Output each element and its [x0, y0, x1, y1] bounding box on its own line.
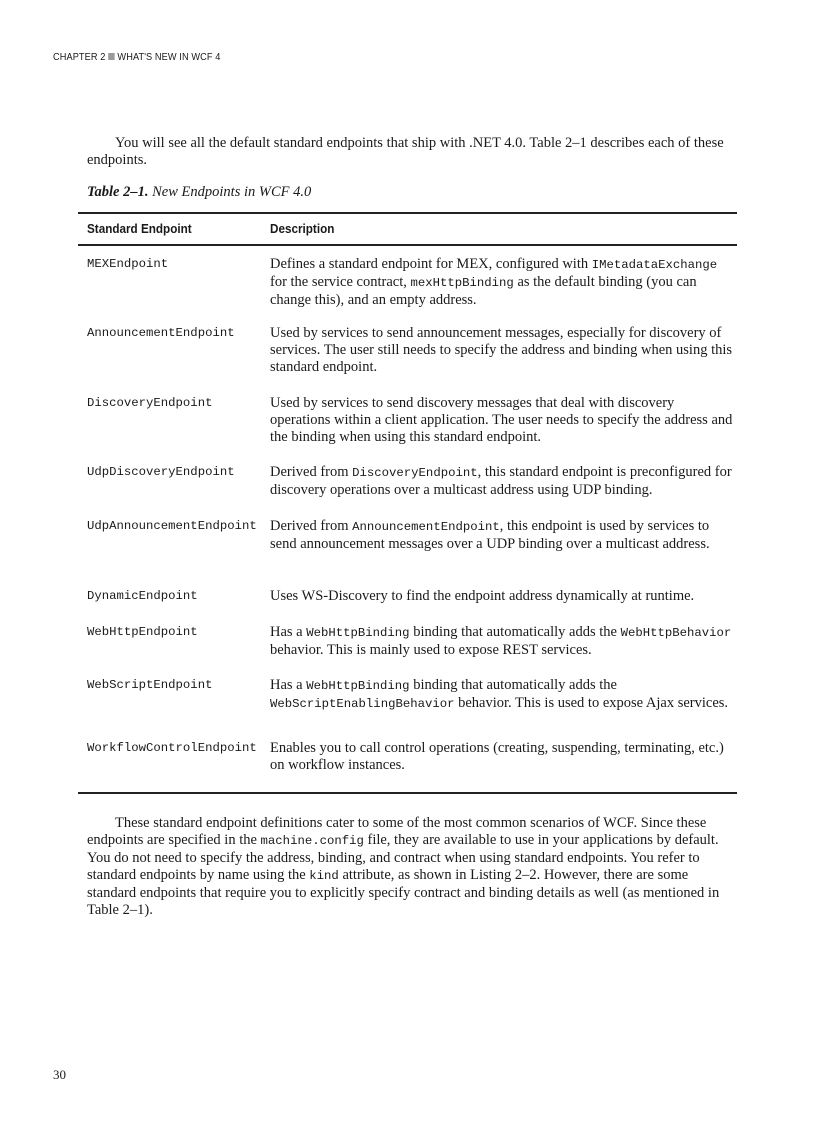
table-top-rule [78, 212, 737, 214]
text-run: Uses WS-Discovery to find the endpoint address dynamically at runtime. [270, 588, 695, 604]
text-run: Derived from [270, 464, 353, 480]
code-term: DiscoveryEndpoint [352, 466, 478, 480]
text-run: Used by services to send announcement messages, especially for discovery of services. The user still needs to specify the address and binding when using this standard endpoint. [270, 325, 733, 375]
chapter-title: WHAT'S NEW IN WCF 4 [117, 52, 221, 63]
endpoint-description [270, 740, 735, 774]
text-run: Defines a standard endpoint for MEX, configured with [270, 256, 592, 272]
text-run: as the default binding (you can change this), and an empty address. [270, 274, 697, 308]
endpoint-description [270, 464, 735, 499]
text-run: , this endpoint is used by services to send announcement messages over a UDP binding over a multicast address. [270, 518, 710, 552]
table-caption-text: New Endpoints in WCF 4.0 [148, 184, 312, 200]
text-run: Derived from [270, 518, 353, 534]
endpoint-description [270, 325, 735, 376]
code-term: IMetadataExchange [591, 258, 718, 272]
code-term: machine.config [260, 834, 364, 848]
text-run: Used by services to send discovery messages that deal with discovery operations within a client application. The user needs to specify the address and the binding when using this standard endpoint. [270, 395, 733, 445]
endpoint-description [270, 677, 735, 713]
intro-paragraph: You will see all the default standard endpoints that ship with .NET 4.0. Table 2–1 describes each of these endpoints. [87, 135, 724, 168]
text-run: behavior. This is mainly used to expose REST services. [270, 642, 592, 658]
code-term: WebHttpBinding [306, 626, 410, 640]
table-bottom-rule [78, 792, 737, 794]
text-run: Has a [270, 624, 307, 640]
text-run: file, they are available to use in your applications by default. You do not need to specify the address, binding, and contract when using standard endpoints. You refer to standard endpoints by name using the [87, 832, 719, 883]
endpoint-name: WebScriptEndpoint [87, 678, 213, 692]
endpoint-name: UdpDiscoveryEndpoint [87, 465, 235, 479]
running-header [53, 52, 220, 63]
code-term: WebHttpBehavior [620, 626, 732, 640]
text-run: , this standard endpoint is preconfigured for discovery operations over a multicast address using UDP binding. [270, 464, 732, 498]
code-term: WebScriptEnablingBehavior [270, 697, 455, 711]
text-run: These standard endpoint definitions cater to some of the most common scenarios of WCF. Since these endpoints are specified in the [87, 815, 707, 848]
chapter-label: CHAPTER 2 [53, 52, 106, 63]
table-caption [87, 184, 311, 201]
endpoint-name: MEXEndpoint [87, 257, 169, 271]
text-run: attribute, as shown in Listing 2–2. However, there are some standard endpoints that require you to explicitly specify contract and binding details as well (as mentioned in Table 2–1). [87, 867, 720, 918]
page-number: 30 [53, 1067, 66, 1082]
code-term: AnnouncementEndpoint [352, 520, 500, 534]
endpoint-name: WorkflowControlEndpoint [87, 741, 257, 755]
endpoint-name: WebHttpEndpoint [87, 625, 198, 639]
endpoint-name: DynamicEndpoint [87, 589, 198, 603]
endpoint-name: UdpAnnouncementEndpoint [87, 519, 257, 533]
text-run: binding that automatically adds the [409, 677, 617, 693]
endpoint-description [270, 256, 735, 309]
table-header-rule [78, 244, 737, 246]
text-run: Has a [270, 677, 307, 693]
endpoint-description [270, 588, 735, 605]
table-caption-label: Table 2–1. [87, 184, 149, 200]
endpoint-name: AnnouncementEndpoint [87, 326, 235, 340]
endpoint-name: DiscoveryEndpoint [87, 396, 213, 410]
text-run: behavior. This is used to expose Ajax services. [454, 695, 729, 711]
text-run: binding that automatically adds the [409, 624, 621, 640]
body-paragraph [87, 815, 733, 919]
column-header-standard-endpoint: Standard Endpoint [87, 221, 192, 236]
endpoint-description [270, 395, 735, 446]
separator-square-icon [108, 53, 114, 60]
code-term: kind [309, 869, 339, 883]
code-term: WebHttpBinding [306, 679, 410, 693]
code-term: mexHttpBinding [410, 276, 514, 290]
text-run: for the service contract, [270, 274, 411, 290]
text-run: Enables you to call control operations (creating, suspending, terminating, etc.) on workflow instances. [270, 740, 724, 773]
column-header-description: Description [270, 221, 335, 236]
endpoint-description [270, 624, 735, 659]
endpoint-description [270, 518, 735, 553]
